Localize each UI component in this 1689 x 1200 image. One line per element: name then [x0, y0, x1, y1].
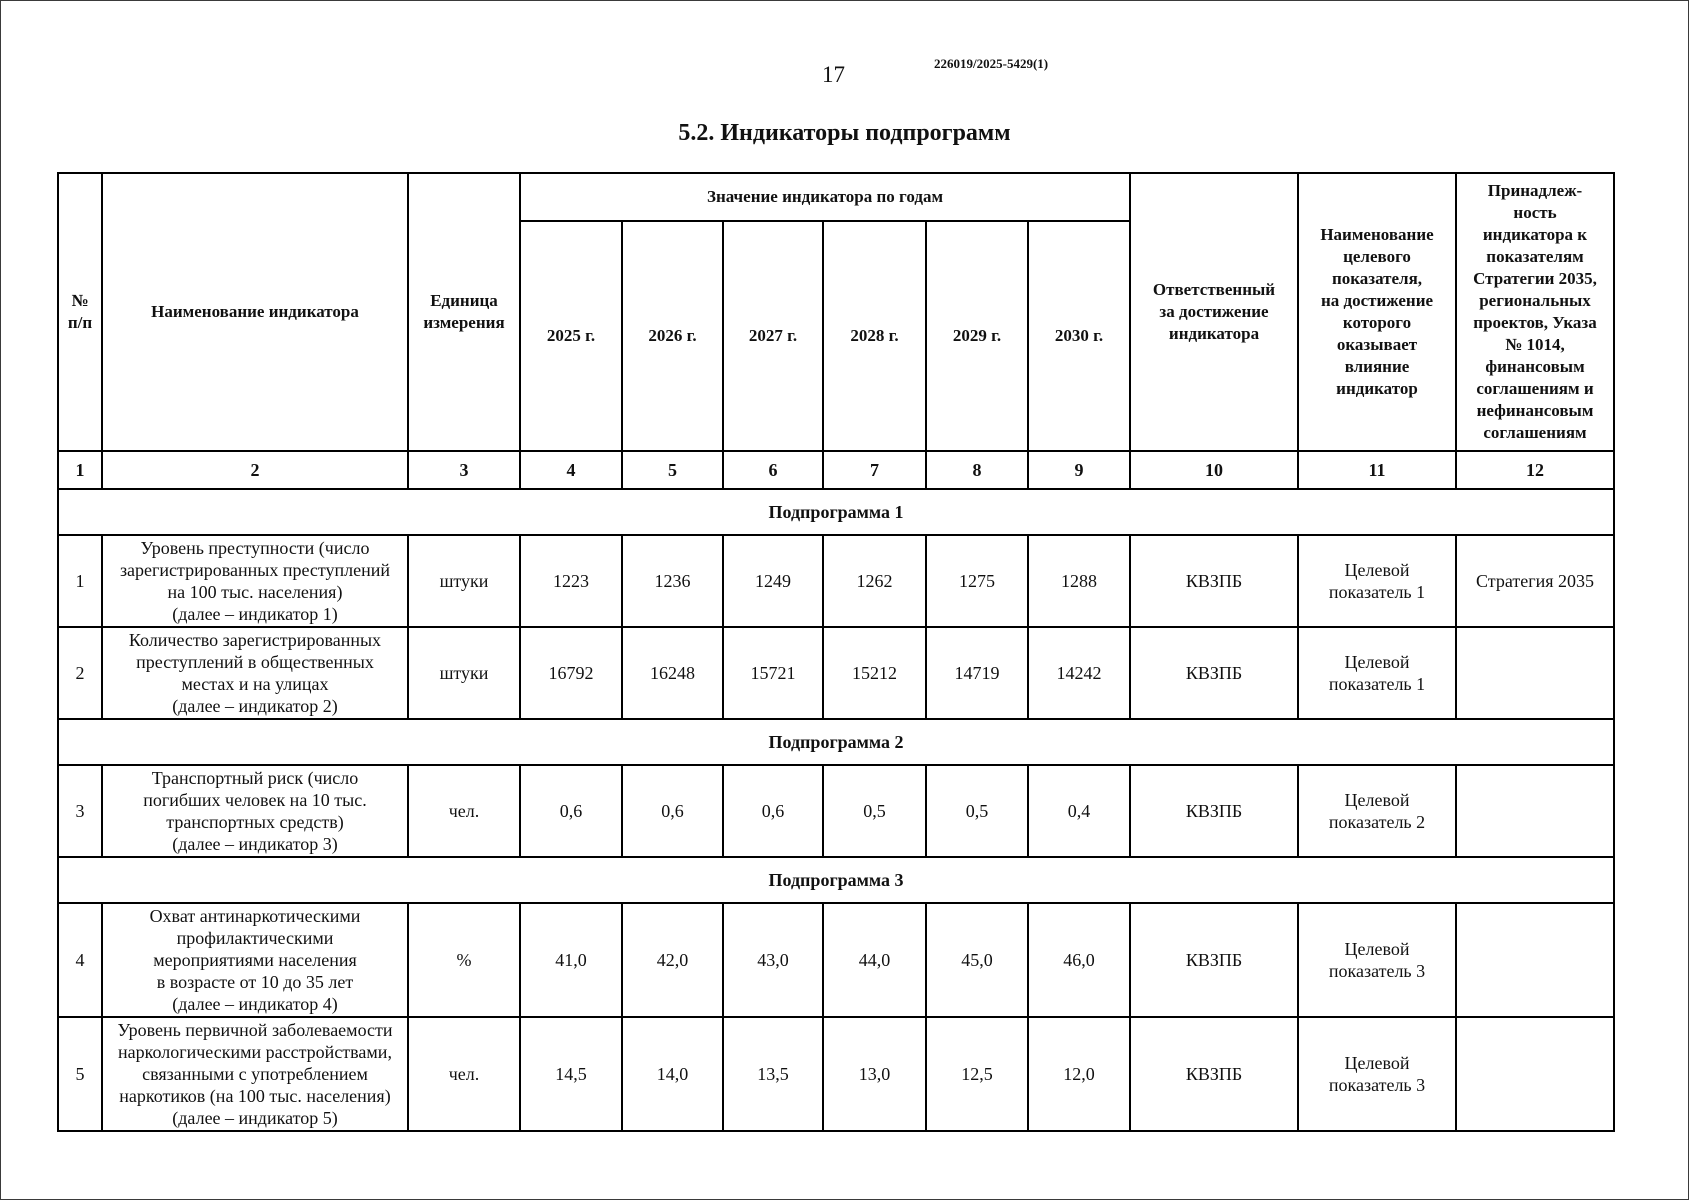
- responsible-cell: КВЗПБ: [1130, 765, 1298, 857]
- value-cell: 45,0: [926, 903, 1028, 1017]
- belonging-cell: [1456, 627, 1614, 719]
- header-year: 2026 г.: [622, 221, 723, 451]
- header-values-by-year: Значение индикатора по годам: [520, 173, 1130, 221]
- column-number: 10: [1130, 451, 1298, 489]
- header-belonging: Принадлеж- ность индикатора к показателям Стратегии 2035, региональных проектов, Указа № 1014, финансовым соглашениям и нефинансовым соглашениям: [1456, 173, 1614, 451]
- value-cell: 43,0: [723, 903, 823, 1017]
- responsible-cell: КВЗПБ: [1130, 535, 1298, 627]
- target-cell: Целевой показатель 1: [1298, 535, 1456, 627]
- value-cell: 44,0: [823, 903, 926, 1017]
- value-cell: 0,6: [622, 765, 723, 857]
- indicator-name: Уровень преступности (число зарегистрированных преступлений на 100 тыс. населения) (далее – индикатор 1): [102, 535, 408, 627]
- value-cell: 0,6: [520, 765, 622, 857]
- header-year: 2029 г.: [926, 221, 1028, 451]
- column-number: 9: [1028, 451, 1130, 489]
- target-cell: Целевой показатель 3: [1298, 1017, 1456, 1131]
- header-year: 2028 г.: [823, 221, 926, 451]
- unit-cell: штуки: [408, 535, 520, 627]
- row-num: 1: [58, 535, 102, 627]
- column-number-row: [58, 451, 1614, 489]
- header-unit: Единица измерения: [408, 173, 520, 451]
- value-cell: 1223: [520, 535, 622, 627]
- value-cell: 0,5: [823, 765, 926, 857]
- column-number: 3: [408, 451, 520, 489]
- row-num: 2: [58, 627, 102, 719]
- target-cell: Целевой показатель 2: [1298, 765, 1456, 857]
- value-cell: 14,5: [520, 1017, 622, 1131]
- value-cell: 14719: [926, 627, 1028, 719]
- column-number: 5: [622, 451, 723, 489]
- subprogram-title: Подпрограмма 1: [58, 489, 1614, 535]
- value-cell: 1236: [622, 535, 723, 627]
- column-number: 2: [102, 451, 408, 489]
- row-num: 5: [58, 1017, 102, 1131]
- row-num: 3: [58, 765, 102, 857]
- subprogram-row: [58, 857, 1614, 903]
- value-cell: 1249: [723, 535, 823, 627]
- table-row: [58, 1017, 1614, 1131]
- column-number: 6: [723, 451, 823, 489]
- value-cell: 12,5: [926, 1017, 1028, 1131]
- unit-cell: чел.: [408, 1017, 520, 1131]
- unit-cell: чел.: [408, 765, 520, 857]
- table-row: [58, 535, 1614, 627]
- page-number: 17: [822, 62, 845, 87]
- indicator-name: Уровень первичной заболеваемости наркологическими расстройствами, связанными с употреблением наркотиков (на 100 тыс. населения) (далее – индикатор 5): [102, 1017, 408, 1131]
- responsible-cell: КВЗПБ: [1130, 627, 1298, 719]
- belonging-cell: Стратегия 2035: [1456, 535, 1614, 627]
- value-cell: 0,5: [926, 765, 1028, 857]
- value-cell: 1262: [823, 535, 926, 627]
- responsible-cell: КВЗПБ: [1130, 903, 1298, 1017]
- header-target-indicator: Наименование целевого показателя, на достижение которого оказывает влияние индикатор: [1298, 173, 1456, 451]
- belonging-cell: [1456, 903, 1614, 1017]
- subprogram-title: Подпрограмма 2: [58, 719, 1614, 765]
- header-responsible: Ответственный за достижение индикатора: [1130, 173, 1298, 451]
- table-row: [58, 903, 1614, 1017]
- value-cell: 12,0: [1028, 1017, 1130, 1131]
- target-cell: Целевой показатель 1: [1298, 627, 1456, 719]
- value-cell: 0,4: [1028, 765, 1130, 857]
- value-cell: 14,0: [622, 1017, 723, 1131]
- column-number: 11: [1298, 451, 1456, 489]
- header-year: 2027 г.: [723, 221, 823, 451]
- section-title: 5.2. Индикаторы подпрограмм: [678, 120, 1011, 146]
- column-number: 12: [1456, 451, 1614, 489]
- responsible-cell: КВЗПБ: [1130, 1017, 1298, 1131]
- header-indicator-name: Наименование индикатора: [102, 173, 408, 451]
- unit-cell: %: [408, 903, 520, 1017]
- belonging-cell: [1456, 765, 1614, 857]
- value-cell: 15212: [823, 627, 926, 719]
- target-cell: Целевой показатель 3: [1298, 903, 1456, 1017]
- column-number: 7: [823, 451, 926, 489]
- header-year: 2030 г.: [1028, 221, 1130, 451]
- value-cell: 13,0: [823, 1017, 926, 1131]
- value-cell: 0,6: [723, 765, 823, 857]
- column-number: 8: [926, 451, 1028, 489]
- value-cell: 16248: [622, 627, 723, 719]
- indicator-name: Охват антинаркотическими профилактическими мероприятиями населения в возрасте от 10 до 35 лет (далее – индикатор 4): [102, 903, 408, 1017]
- row-num: 4: [58, 903, 102, 1017]
- subprogram-row: [58, 489, 1614, 535]
- value-cell: 14242: [1028, 627, 1130, 719]
- header-row-top: [58, 173, 1614, 221]
- indicators-table: [57, 172, 1615, 1132]
- value-cell: 41,0: [520, 903, 622, 1017]
- indicator-name: Транспортный риск (число погибших человек на 10 тыс. транспортных средств) (далее – индикатор 3): [102, 765, 408, 857]
- value-cell: 1288: [1028, 535, 1130, 627]
- unit-cell: штуки: [408, 627, 520, 719]
- value-cell: 1275: [926, 535, 1028, 627]
- header-num: № п/п: [58, 173, 102, 451]
- column-number: 1: [58, 451, 102, 489]
- value-cell: 15721: [723, 627, 823, 719]
- table-row: [58, 765, 1614, 857]
- subprogram-row: [58, 719, 1614, 765]
- table-row: [58, 627, 1614, 719]
- subprogram-title: Подпрограмма 3: [58, 857, 1614, 903]
- value-cell: 13,5: [723, 1017, 823, 1131]
- document-code: 226019/2025-5429(1): [934, 56, 1049, 71]
- belonging-cell: [1456, 1017, 1614, 1131]
- header-year: 2025 г.: [520, 221, 622, 451]
- value-cell: 42,0: [622, 903, 723, 1017]
- value-cell: 46,0: [1028, 903, 1130, 1017]
- indicator-name: Количество зарегистрированных преступлений в общественных местах и на улицах (далее – индикатор 2): [102, 627, 408, 719]
- column-number: 4: [520, 451, 622, 489]
- value-cell: 16792: [520, 627, 622, 719]
